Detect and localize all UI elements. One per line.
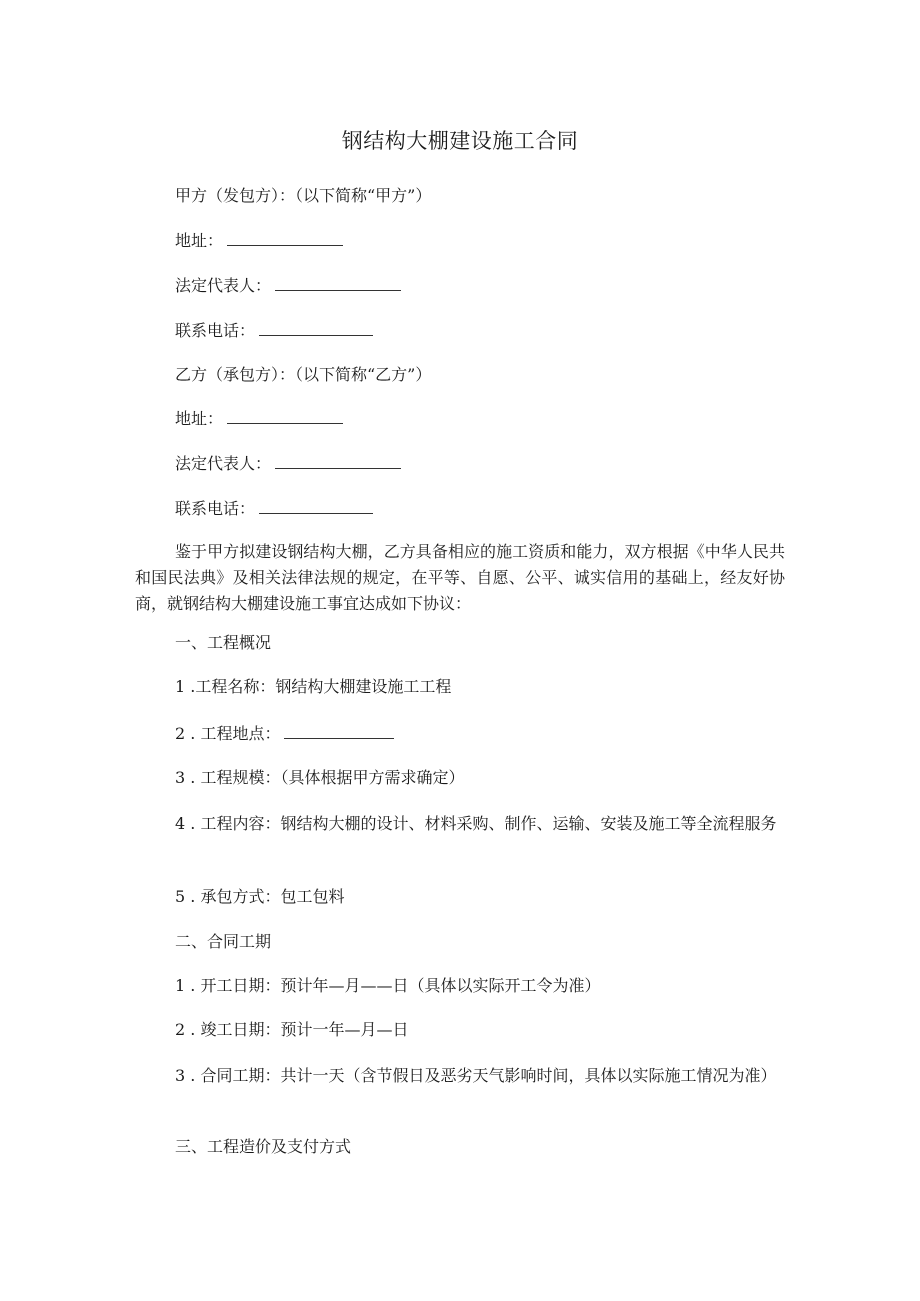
preamble-paragraph: 鉴于甲方拟建设钢结构大棚，乙方具备相应的施工资质和能力，双方根据《中华人民共和国民法典》及相关法律法规的规定，在平等、自愿、公平、诚实信用的基础上，经友好协商，就钢结构大棚建设施工事宜达成如下协议： xyxy=(135,542,785,613)
party-b-heading: 乙方（承包方）：（以下简称“乙方”） xyxy=(175,365,432,384)
party-b-phone-label: 联系电话： xyxy=(175,499,256,518)
document-title: 钢结构大棚建设施工合同 xyxy=(341,129,579,153)
party-b-rep-blank xyxy=(275,451,401,469)
section-1-item-5: 5 . 承包方式：包工包料 xyxy=(175,887,345,906)
party-b-address-label: 地址： xyxy=(175,409,224,428)
project-location-blank xyxy=(284,721,394,739)
party-a-phone-label: 联系电话： xyxy=(175,321,256,340)
section-1-item-3: 3 . 工程规模：（具体根据甲方需求确定） xyxy=(175,768,465,787)
party-a-address xyxy=(175,228,343,254)
party-b-rep-label: 法定代表人： xyxy=(175,454,272,473)
section-1-heading: 一、工程概况 xyxy=(175,633,272,652)
party-a-representative xyxy=(175,273,401,299)
party-b-phone xyxy=(175,496,373,522)
party-a-phone xyxy=(175,318,373,344)
section-3-heading: 三、工程造价及支付方式 xyxy=(175,1137,352,1156)
section-1-item-4: 4 . 工程内容：钢结构大棚的设计、材料采购、制作、运输、安装及施工等全流程服务 xyxy=(175,814,777,833)
party-b-address xyxy=(175,406,343,432)
party-a-address-label: 地址： xyxy=(175,231,224,250)
section-1-item-1: 1 .工程名称：钢结构大棚建设施工工程 xyxy=(175,677,452,696)
section-2-item-1: 1 . 开工日期：预计年—月——日（具体以实际开工令为准） xyxy=(175,976,601,995)
section-2-item-3: 3 . 合同工期：共计一天（含节假日及恶劣天气影响时间，具体以实际施工情况为准） xyxy=(175,1066,777,1085)
party-a-heading: 甲方（发包方）：（以下简称“甲方”） xyxy=(175,186,432,205)
section-1-item-2-text: 2 . 工程地点： xyxy=(175,724,281,743)
party-a-rep-blank xyxy=(275,273,401,291)
party-a-phone-blank xyxy=(259,318,373,336)
party-b-address-blank xyxy=(227,406,343,424)
party-a-rep-label: 法定代表人： xyxy=(175,276,272,295)
section-1-item-2 xyxy=(175,721,394,747)
party-a-address-blank xyxy=(227,228,343,246)
section-2-heading: 二、合同工期 xyxy=(175,932,272,951)
party-b-representative xyxy=(175,451,401,477)
section-2-item-2: 2 . 竣工日期：预计一年—月—日 xyxy=(175,1020,409,1039)
party-b-phone-blank xyxy=(259,496,373,514)
